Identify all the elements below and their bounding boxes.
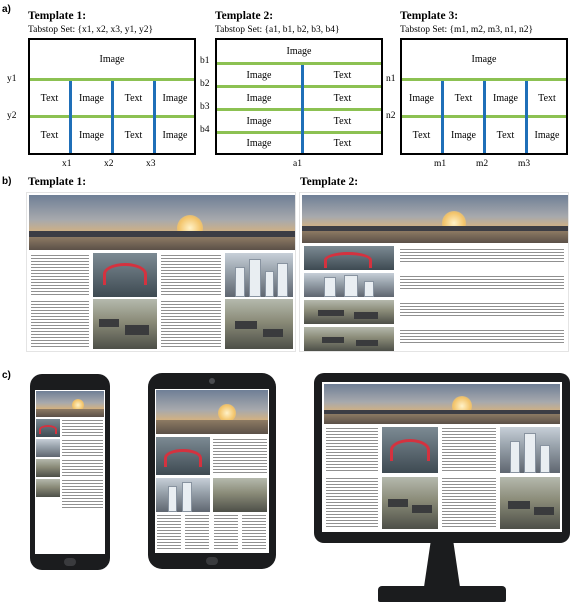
city-photo (36, 439, 60, 457)
text-block (442, 478, 496, 528)
bridge-arch (324, 252, 372, 268)
text-block (62, 440, 103, 456)
template-1-layout (28, 38, 196, 155)
city-photo (304, 273, 394, 297)
tablet-camera (209, 378, 215, 384)
panel-label-b: b) (2, 176, 12, 187)
sunset-river-photo (324, 384, 560, 424)
layout-1-page (26, 192, 296, 352)
template-3-layout (400, 38, 568, 155)
text-block (326, 428, 378, 472)
city-photo (225, 253, 293, 297)
template-3-cell: Image (451, 130, 476, 141)
bridge-arch (103, 263, 147, 285)
template-3-title: Template 3: (400, 10, 459, 22)
layout-1-title: Template 1: (28, 176, 87, 188)
monitor-stand-neck (424, 543, 460, 587)
template-3-tabstops: Tabstop Set: {m1, m2, m3, n1, n2} (400, 25, 534, 35)
text-block (442, 428, 496, 472)
text-block (62, 420, 103, 436)
text-block (214, 515, 238, 551)
template-3-n1-label: n1 (386, 74, 396, 84)
template-3-cell: Image (493, 92, 518, 104)
template-1-cell: Text (124, 130, 143, 141)
template-2-cell: Text (333, 92, 352, 104)
template-1-cell: Image (79, 92, 104, 104)
text-block (161, 255, 221, 295)
panel-label-a: a) (2, 4, 11, 15)
template-2-a1-label: a1 (293, 159, 302, 169)
desktop-screen (322, 382, 562, 532)
template-1-y2-label: y2 (7, 111, 17, 121)
desktop-monitor (314, 373, 570, 543)
text-block (161, 301, 221, 349)
tablet-home-button[interactable] (206, 557, 218, 565)
river-town-photo (225, 299, 293, 349)
river-town-photo (36, 479, 60, 497)
template-3-top-image: Image (471, 53, 497, 65)
bridge-photo (156, 437, 210, 475)
template-2-cell: Image (246, 92, 272, 104)
template-1-cell: Text (40, 130, 59, 141)
layout-2-title: Template 2: (300, 176, 359, 188)
city-photo (156, 478, 210, 512)
text-block (400, 276, 564, 290)
template-1-x3-label: x3 (146, 159, 156, 169)
text-block (400, 303, 564, 317)
template-3-cell: Image (409, 92, 434, 104)
template-2-layout (215, 38, 383, 155)
tablet-device (148, 373, 276, 569)
template-2-tabstops: Tabstop Set: {a1, b1, b2, b3, b4} (215, 25, 340, 35)
city-photo (500, 427, 560, 473)
town-photo (93, 299, 157, 349)
template-3-cell: Text (496, 130, 515, 141)
tablet-screen (155, 389, 269, 553)
river-town-photo (500, 477, 560, 529)
template-2-cell: Text (333, 138, 352, 149)
river-water (302, 231, 568, 243)
sunset-river-photo (36, 391, 104, 417)
template-1-top-image: Image (99, 53, 125, 65)
template-1-cell: Image (162, 92, 188, 104)
template-3-m1-label: m1 (434, 159, 447, 169)
template-1-y1-label: y1 (7, 74, 17, 84)
sunset-river-photo (302, 195, 568, 243)
template-3-n2-label: n2 (386, 111, 396, 121)
text-block (31, 301, 89, 349)
template-3-cell: Text (412, 130, 431, 141)
text-block (242, 515, 266, 551)
text-block (400, 249, 564, 263)
template-3-cell: Text (454, 92, 473, 104)
text-block (326, 478, 378, 528)
template-2-cell: Image (246, 138, 272, 149)
bridge-photo (36, 419, 60, 437)
bridge-photo (382, 427, 438, 473)
template-3-m2-label: m2 (476, 159, 489, 169)
template-1-cell: Text (124, 92, 143, 104)
template-1-x2-label: x2 (104, 159, 114, 169)
text-block (185, 515, 209, 551)
template-2-title: Template 2: (215, 10, 274, 22)
monitor-stand-base (378, 586, 506, 602)
river-town-photo (304, 327, 394, 351)
template-2-cell: Text (333, 115, 352, 127)
text-block (400, 330, 564, 344)
template-1-cell: Image (79, 130, 104, 141)
template-3-cell: Text (538, 92, 556, 104)
bridge-photo (304, 246, 394, 270)
phone-screen (35, 390, 105, 554)
town-photo (213, 478, 267, 512)
text-block (62, 480, 103, 510)
template-2-b1-label: b1 (200, 56, 210, 66)
template-3-m3-label: m3 (518, 159, 531, 169)
panel-label-c: c) (2, 370, 11, 381)
template-1-title: Template 1: (28, 10, 87, 22)
town-photo (36, 459, 60, 477)
template-1-cell: Image (162, 130, 188, 141)
template-3-cell: Image (534, 130, 560, 141)
template-1-cell: Text (40, 92, 59, 104)
text-block (213, 439, 267, 473)
template-1-x1-label: x1 (62, 159, 72, 169)
town-photo (382, 477, 438, 529)
template-2-cell: Image (246, 69, 272, 81)
template-1-tabstops: Tabstop Set: {x1, x2, x3, y1, y2} (28, 25, 154, 35)
phone-device (30, 374, 110, 570)
text-block (157, 515, 181, 551)
template-2-cell: Text (333, 69, 352, 81)
layout-2-page (299, 192, 569, 352)
template-2-b4-label: b4 (200, 125, 210, 135)
river-water (29, 237, 295, 250)
template-2-top-image: Image (286, 45, 312, 57)
text-block (31, 255, 89, 295)
template-2-b3-label: b3 (200, 102, 210, 112)
town-photo (304, 300, 394, 324)
phone-home-button[interactable] (64, 558, 76, 566)
bridge-photo (93, 253, 157, 297)
text-block (62, 460, 103, 476)
template-2-cell: Image (246, 115, 272, 127)
sunset-river-photo (29, 195, 295, 250)
sunset-river-photo (156, 390, 268, 434)
template-2-b2-label: b2 (200, 79, 210, 89)
